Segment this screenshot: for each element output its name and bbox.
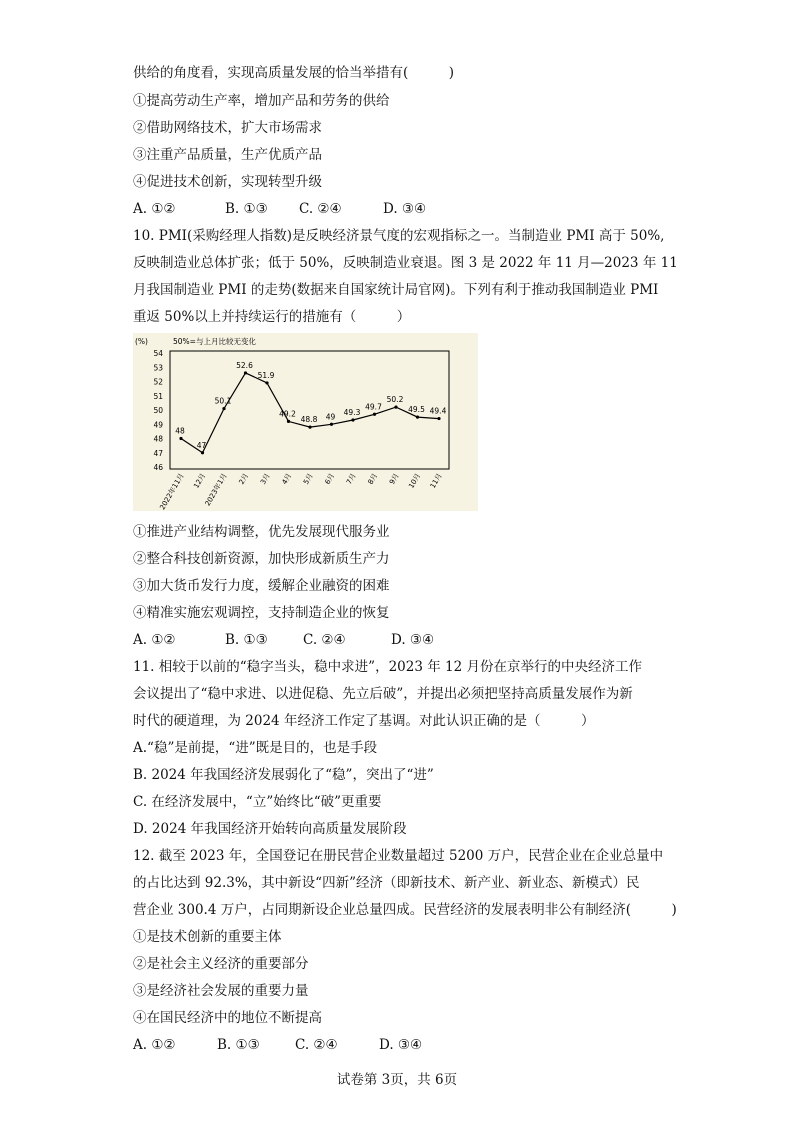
x-tick-label: 11月 — [428, 472, 444, 490]
data-point — [373, 413, 376, 416]
q9-stem: 供给的角度看，实现高质量发展的恰当举措有( ) — [133, 65, 455, 81]
q12-stem-line-2: 的占比达到 92.3%，其中新设“四新”经济（即新技术、新产业、新业态、新模式）民 — [133, 875, 640, 891]
q9-item-1: ①提高劳动生产率，增加产品和劳务的供给 — [133, 93, 390, 109]
q9-option-c[interactable]: C. ②④ — [299, 201, 342, 217]
y-tick-label: 49 — [153, 420, 163, 430]
q9-options — [133, 199, 426, 219]
q9-item-2: ②借助网络技术，扩大市场需求 — [133, 120, 322, 136]
q10-options — [133, 630, 434, 650]
data-point — [179, 437, 182, 440]
q9-option-d[interactable]: D. ③④ — [383, 201, 427, 217]
data-labels — [175, 361, 446, 450]
data-point — [287, 420, 290, 423]
q10-item-3: ③加大货币发行力度，缓解企业融资的困难 — [133, 578, 390, 594]
y-tick-label: 54 — [153, 349, 163, 358]
y-tick-label: 51 — [153, 391, 163, 401]
data-point — [265, 381, 268, 384]
q11-stem-line-3: 时代的硬道理，为 2024 年经济工作定了基调。对此认识正确的是（ ） — [133, 713, 595, 729]
y-tick-label: 52 — [153, 377, 163, 387]
y-tick-label: 48 — [153, 434, 163, 444]
x-tick-label: 12月 — [192, 472, 208, 490]
q10-option-c[interactable]: C. ②④ — [303, 632, 346, 648]
y-tick-label: 47 — [153, 448, 163, 458]
data-points — [179, 371, 440, 454]
y-tick-label: 46 — [153, 463, 163, 472]
data-point — [308, 426, 311, 429]
data-label: 48 — [175, 426, 185, 436]
data-label: 48.8 — [300, 415, 318, 425]
y-tick-labels — [153, 349, 163, 472]
q10-option-d[interactable]: D. ③④ — [391, 632, 435, 648]
data-point — [437, 417, 440, 420]
x-tick-label: 7月 — [345, 472, 358, 486]
q11-stem-line-2: 会议提出了“稳中求进、以进促稳、先立后破”，并提出必须把坚持高质量发展作为新 — [133, 686, 633, 702]
q11-option-d[interactable]: D. 2024 年我国经济开始转向高质量发展阶段 — [133, 821, 407, 837]
data-point — [222, 407, 225, 410]
q11-option-a[interactable]: A.“稳”是前提，“进”既是目的，也是手段 — [133, 740, 378, 756]
chart-legend-text: 50%=与上月比较无变化 — [173, 337, 256, 346]
data-point — [416, 416, 419, 419]
q10-stem-line-1: 10. PMI(采购经理人指数)是反映经济景气度的宏观指标之一。当制造业 PMI 高于 50%, — [133, 228, 665, 244]
data-point — [330, 423, 333, 426]
data-label: 49.5 — [408, 405, 425, 415]
q12-option-b[interactable]: B. ①③ — [217, 1037, 260, 1053]
x-tick-label: 2022年11月 — [158, 472, 186, 511]
q9-item-3: ③注重产品质量，生产优质产品 — [133, 147, 322, 163]
x-tick-labels — [158, 472, 444, 512]
q10-item-2: ②整合科技创新资源，加快形成新质生产力 — [133, 551, 390, 567]
page-footer: 试卷第 3页，共 6页 — [336, 1072, 458, 1088]
data-label: 49.7 — [365, 402, 382, 412]
q12-item-4: ④在国民经济中的地位不断提高 — [133, 1010, 322, 1026]
x-tick-label: 2月 — [237, 472, 251, 486]
q10-item-1: ①推进产业结构调整，优先发展现代服务业 — [133, 524, 390, 540]
q12-options — [133, 1035, 422, 1055]
q12-stem-line-1: 12. 截至 2023 年，全国登记在册民营企业数量超过 5200 万户，民营企业在企业总量中 — [133, 848, 664, 864]
data-label: 51.9 — [257, 370, 275, 380]
pmi-chart — [133, 333, 478, 511]
q10-stem-line-4: 重返 50%以上并持续运行的措施有（ ） — [133, 309, 411, 325]
x-tick-label: 8月 — [366, 472, 380, 486]
q12-option-c[interactable]: C. ②④ — [295, 1037, 338, 1053]
x-tick-label: 9月 — [388, 472, 401, 486]
q12-item-1: ①是技术创新的重要主体 — [133, 929, 282, 945]
q12-option-d[interactable]: D. ③④ — [379, 1037, 423, 1053]
pmi-series-line — [181, 370, 439, 453]
q10-item-4: ④精准实施宏观调控，支持制造企业的恢复 — [133, 605, 390, 621]
data-point — [351, 418, 354, 421]
chart-unit-label: (%) — [135, 337, 148, 346]
q9-item-4: ④促进技术创新，实现转型升级 — [133, 174, 322, 190]
q12-stem-line-3: 营企业 300.4 万户，占同期新设企业总量四成。民营经济的发展表明非公有制经济( ) — [133, 902, 677, 918]
x-tick-label: 6月 — [323, 472, 337, 486]
x-tick-label: 2023年1月 — [203, 472, 229, 508]
data-label: 49.3 — [343, 407, 361, 417]
q11-option-c[interactable]: C. 在经济发展中，“立”始终比“破”更重要 — [133, 794, 382, 810]
x-tick-label: 10月 — [407, 472, 423, 490]
q10-stem-line-2: 反映制造业总体扩张；低于 50%，反映制造业衰退。图 3 是 2022 年 11 月—2023 年 11 — [133, 255, 678, 271]
q12-option-a[interactable]: A. ①② — [133, 1037, 176, 1053]
data-label: 52.6 — [236, 360, 253, 370]
q12-item-3: ③是经济社会发展的重要力量 — [133, 983, 309, 999]
x-tick-label: 3月 — [259, 472, 272, 486]
data-point — [394, 406, 397, 409]
q11-stem-line-1: 11. 相较于以前的“稳字当头，稳中求进”，2023 年 12 月份在京举行的中央经济工作 — [133, 659, 642, 675]
data-point — [244, 371, 247, 374]
q10-option-b[interactable]: B. ①③ — [225, 632, 268, 648]
data-point — [201, 451, 204, 454]
chart-plot-frame — [170, 351, 449, 469]
q11-option-b[interactable]: B. 2024 年我国经济发展弱化了“稳”，突出了“进” — [133, 767, 434, 783]
q10-stem-line-3: 月我国制造业 PMI 的走势(数据来自国家统计局官网)。下列有利于推动我国制造业 PMI — [133, 282, 659, 298]
data-label: 50.1 — [214, 396, 232, 406]
q9-option-b[interactable]: B. ①③ — [225, 201, 268, 217]
data-label: 50.2 — [386, 395, 404, 405]
data-label: 47 — [196, 440, 207, 450]
data-label: 49 — [325, 412, 336, 422]
y-tick-label: 53 — [153, 363, 163, 373]
data-label: 49.4 — [429, 406, 447, 416]
q9-option-a[interactable]: A. ①② — [133, 201, 176, 217]
data-label: 49.2 — [279, 409, 296, 419]
x-tick-label: 4月 — [280, 472, 294, 486]
x-tick-label: 5月 — [302, 472, 315, 486]
y-tick-label: 50 — [153, 406, 163, 415]
q10-option-a[interactable]: A. ①② — [133, 632, 176, 648]
pmi-chart-svg — [133, 333, 478, 511]
q12-item-2: ②是社会主义经济的重要部分 — [133, 956, 309, 972]
